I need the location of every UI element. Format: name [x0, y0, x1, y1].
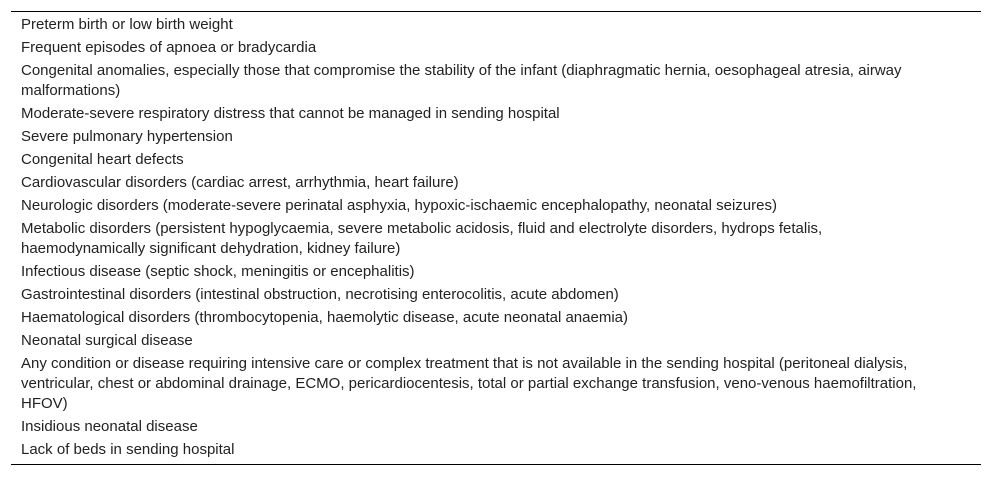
table-row: Any condition or disease requiring intensive care or complex treatment that is not available in the sending hospital (peritoneal dialysis, ventricular, chest or abdominal drainage, ECMO, pericardiocentesis, total or partial exchange transfusion, veno-venous haemofiltration, HFOV)	[21, 355, 917, 412]
table-row: Lack of beds in sending hospital	[21, 441, 235, 458]
table-row: Congenital heart defects	[21, 151, 184, 168]
table-row: Cardiovascular disorders (cardiac arrest, arrhythmia, heart failure)	[21, 174, 459, 191]
table-row: Insidious neonatal disease	[21, 418, 198, 435]
table-row: Neurologic disorders (moderate-severe perinatal asphyxia, hypoxic-ischaemic encephalopathy, neonatal seizures)	[21, 197, 777, 214]
table-row: Preterm birth or low birth weight	[21, 16, 233, 33]
table-row: Neonatal surgical disease	[21, 332, 193, 349]
table-row: Haematological disorders (thrombocytopenia, haemolytic disease, acute neonatal anaemia)	[21, 309, 629, 326]
table-row: Congenital anomalies, especially those that compromise the stability of the infant (diaphragmatic hernia, oesophageal atresia, airway malformations)	[21, 62, 902, 99]
table-row: Gastrointestinal disorders (intestinal obstruction, necrotising enterocolitis, acute abdomen)	[21, 286, 619, 303]
table-row: Moderate-severe respiratory distress that cannot be managed in sending hospital	[21, 105, 560, 122]
table-row: Infectious disease (septic shock, meningitis or encephalitis)	[21, 263, 415, 280]
table-row: Metabolic disorders (persistent hypoglycaemia, severe metabolic acidosis, fluid and electrolyte disorders, hydrops fetalis, haemodynamically significant dehydration, kidney failure)	[21, 220, 823, 257]
table-row: Frequent episodes of apnoea or bradycardia	[21, 39, 317, 56]
indications-table	[11, 11, 981, 465]
table-row: Severe pulmonary hypertension	[21, 128, 233, 145]
